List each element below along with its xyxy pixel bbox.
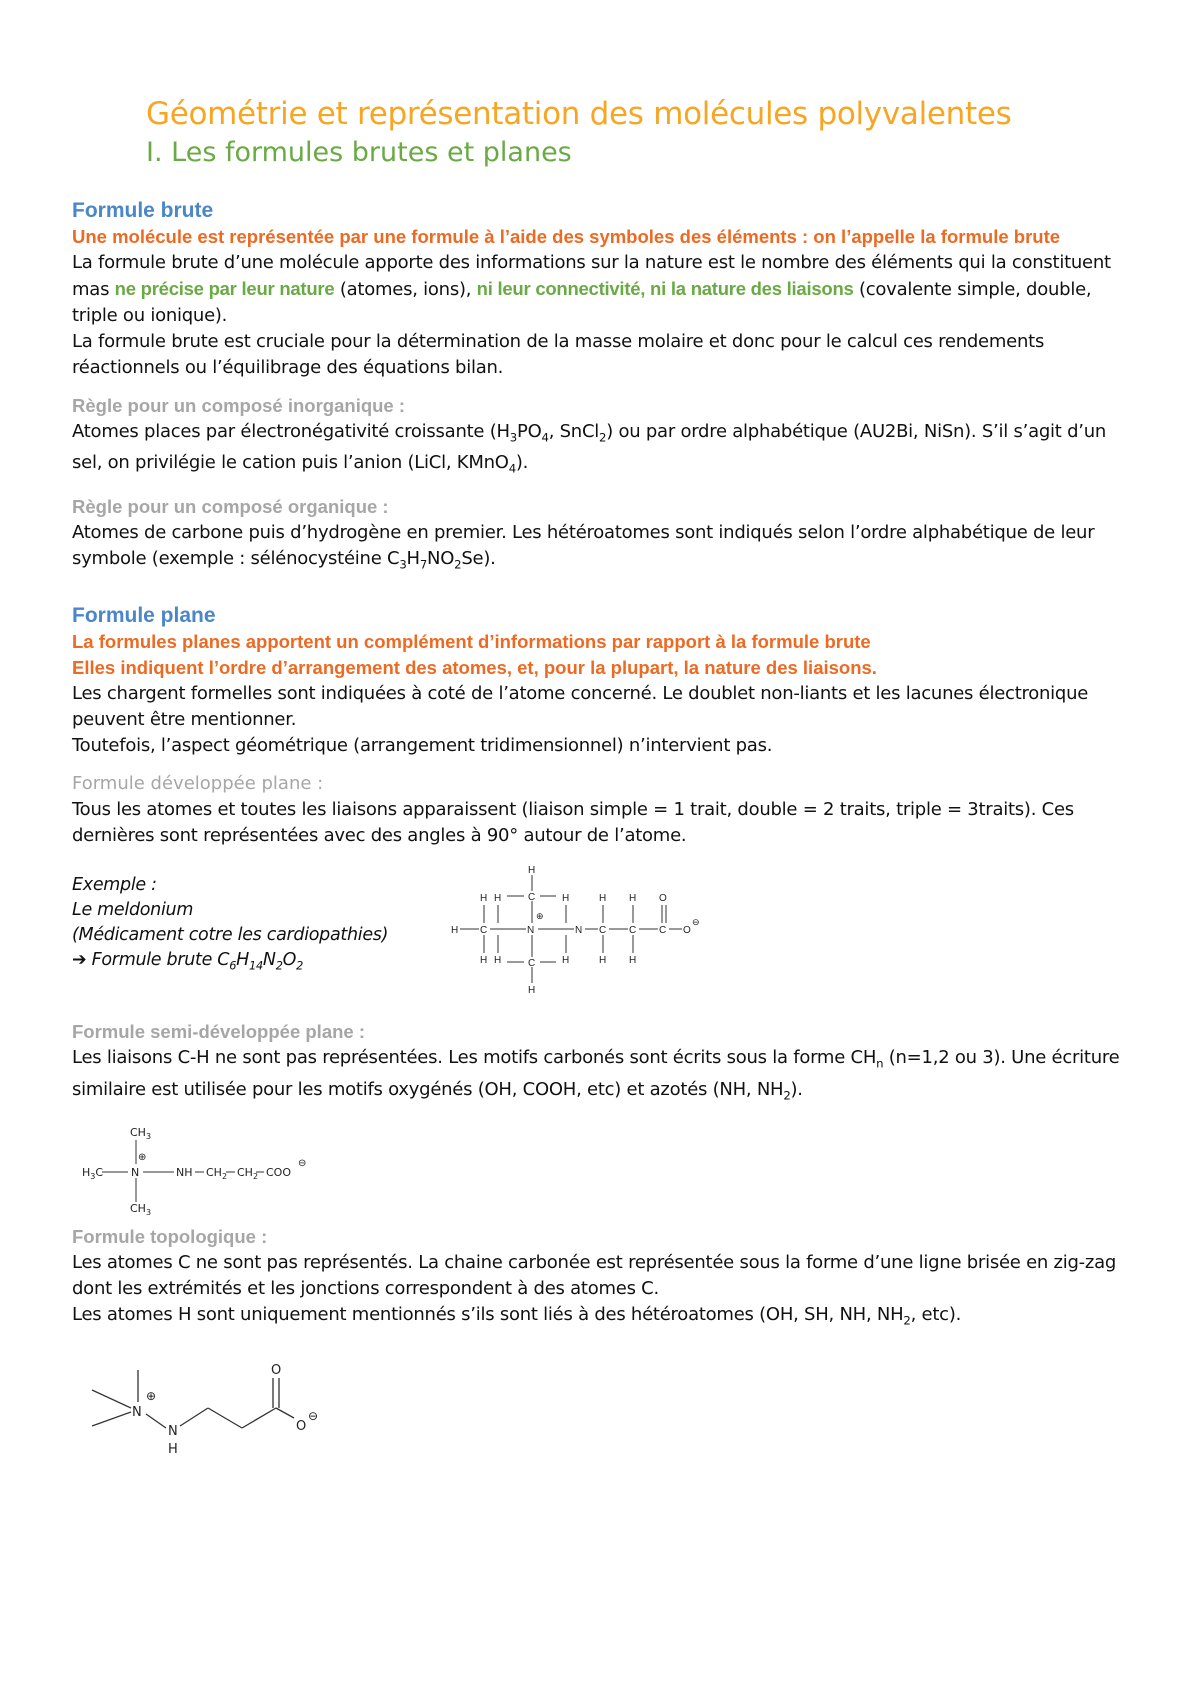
text: C — [95, 1166, 104, 1180]
atom-h: H — [629, 955, 637, 967]
atom-c: C — [480, 925, 488, 937]
group-coo: COO — [266, 1166, 291, 1180]
atom-n: N — [527, 925, 535, 937]
text: H — [82, 1166, 91, 1180]
page-title: Géométrie et représentation des molécules polyvalentes — [146, 96, 1012, 132]
example-caption — [72, 873, 388, 979]
group-ch3 — [130, 1202, 151, 1217]
atom-h: H — [494, 893, 502, 905]
atom-h: H — [528, 985, 536, 997]
meldonium-semi-developed-structure — [80, 1122, 330, 1218]
text: ). — [515, 452, 529, 474]
atom-h: H — [451, 925, 459, 937]
lead-plane-1: La formules planes apportent un complément d’informations par rapport à la formule brute — [72, 631, 871, 653]
highlight-nature: ne précise par leur nature — [114, 277, 335, 299]
charge-minus: ⊖ — [308, 1409, 319, 1424]
atom-o: O — [271, 1363, 282, 1379]
atom-o: O — [659, 893, 667, 905]
paragraph-inorganique — [72, 419, 1132, 482]
charge-plus: ⊕ — [536, 911, 544, 922]
document-page — [72, 95, 1132, 1468]
lead-plane-2: Elles indiquent l’ordre d’arrangement des atomes, et, pour la plupart, la nature des liaisons. — [72, 657, 877, 679]
text: (covalente simple, double, triple ou ionique). — [72, 278, 1092, 326]
atom-h: H — [562, 893, 570, 905]
paragraph-semi-developpee — [72, 1045, 1132, 1108]
paragraph-plane-1: Les chargent formelles sont indiquées à coté de l’atome concerné. Le doublet non-liants et les lacunes électronique peuvent être mentionner. — [72, 683, 1089, 731]
atom-n: N — [575, 925, 583, 937]
atom-h: H — [599, 955, 607, 967]
subscript: 14 — [249, 958, 263, 973]
text: , SnCl — [548, 420, 600, 442]
text: N — [262, 950, 276, 971]
atom-c: C — [528, 958, 536, 970]
section-title — [146, 136, 1132, 170]
subscript: 3 — [90, 1172, 96, 1182]
atom-o: O — [296, 1419, 307, 1435]
text: CH — [206, 1166, 222, 1180]
group-ch3 — [130, 1126, 151, 1141]
meldonium-topological-structure — [86, 1358, 346, 1468]
subscript: 4 — [541, 430, 549, 445]
subscript: 2 — [275, 958, 283, 973]
group-ch3 — [82, 1166, 103, 1181]
atom-n: N — [131, 1166, 140, 1180]
text: CH — [237, 1166, 253, 1180]
text: (atomes, ions), — [334, 278, 477, 300]
paragraph-plane-2: Toutefois, l’aspect géométrique (arrangement tridimensionnel) n’intervient pas. — [72, 735, 773, 757]
atom-c: C — [629, 925, 637, 937]
atom-h: H — [599, 893, 607, 905]
text: , etc). — [910, 1304, 962, 1326]
example-name: Le meldonium — [72, 900, 194, 921]
atom-c: C — [599, 925, 607, 937]
text: Atomes places par électronégativité croissante (H — [72, 420, 510, 442]
subscript: 7 — [419, 557, 427, 572]
text: Atomes de carbone puis d’hydrogène en premier. Les hétéroatomes sont indiqués selon l’ordre alphabétique de leur symbole (exemple : sélénocystéine C — [72, 521, 1095, 569]
group-nh: NH — [176, 1166, 193, 1180]
atom-h: H — [480, 955, 488, 967]
text: H — [406, 547, 420, 569]
subscript: 2 — [252, 1172, 259, 1182]
heading-topologique: Formule topologique : — [72, 1226, 268, 1248]
text: ➔ Formule brute C — [72, 950, 230, 971]
paragraph-brute-2: La formule brute est cruciale pour la détermination de la masse molaire et donc pour le calcul ces rendements réactionnels ou l’équilibrage des équations bilan. — [72, 330, 1045, 378]
example-label: Exemple : — [72, 875, 157, 896]
section-label: Les formules brutes et planes — [171, 136, 572, 168]
charge-minus: ⊖ — [692, 917, 700, 928]
text: ). — [790, 1078, 803, 1100]
subscript: 3 — [509, 430, 517, 445]
example-meldonium — [72, 865, 1132, 1011]
heading-developpee: Formule développée plane : — [72, 773, 324, 795]
heading-semi-developpee: Formule semi-développée plane : — [72, 1021, 365, 1043]
atom-o: O — [683, 925, 691, 937]
subscript: 3 — [145, 1132, 152, 1142]
meldonium-developed-structure — [446, 861, 786, 1011]
example-description: (Médicament cotre les cardiopathies) — [72, 925, 389, 946]
text: CH — [130, 1202, 146, 1216]
text: Les atomes H sont uniquement mentionnés s’ils sont liés à des hétéroatomes (OH, SH, NH, NH — [72, 1304, 904, 1326]
subscript: 2 — [599, 430, 607, 445]
text: Les liaisons C-H ne sont pas représentées. Les motifs carbonés sont écrits sous la forme CH — [72, 1047, 877, 1069]
heading-formule-brute: Formule brute — [72, 198, 214, 222]
subscript: 2 — [783, 1088, 791, 1103]
subscript: 2 — [221, 1172, 228, 1182]
subscript: n — [876, 1056, 884, 1071]
subscript: 3 — [145, 1208, 152, 1218]
atom-c: C — [659, 925, 667, 937]
subscript: 2 — [903, 1314, 911, 1329]
atom-h: H — [494, 955, 502, 967]
charge-plus: ⊕ — [138, 1152, 147, 1164]
charge-minus: ⊖ — [298, 1158, 307, 1170]
atom-n: N — [168, 1424, 178, 1440]
heading-organique: Règle pour un composé organique : — [72, 495, 389, 517]
text: Se). — [461, 547, 496, 569]
heading-formule-plane: Formule plane — [72, 604, 216, 628]
charge-plus: ⊕ — [146, 1389, 157, 1404]
text: H — [236, 950, 250, 971]
text: ) ou par ordre alphabétique (AU2Bi, NiSn). S’il s’agit d’un sel, on privilégie le cation puis l’anion (LiCl, KMnO — [72, 420, 1107, 474]
text: PO — [516, 420, 542, 442]
atom-h: H — [528, 865, 536, 877]
paragraph-topologique-1: Les atomes C ne sont pas représentés. La chaine carbonée est représentée sous la forme d’une ligne brisée en zig-zag dont les extrémités et les jonctions correspondent à des atomes C. — [72, 1252, 1117, 1300]
atom-n: N — [132, 1405, 142, 1421]
text: La formule brute d’une molécule apporte des informations sur la nature est le nombre des éléments qui la constituent mas — [72, 251, 1111, 300]
subscript: 3 — [399, 557, 407, 572]
text: (n=1,2 ou 3). Une écriture similaire est utilisée pour les motifs oxygénés (OH, COOH, etc) et azotés (NH, NH — [72, 1047, 1120, 1100]
text: NO — [427, 547, 455, 569]
paragraph-organique — [72, 520, 1132, 578]
subscript: 4 — [508, 461, 516, 476]
atom-c: C — [528, 892, 536, 904]
heading-inorganique: Règle pour un composé inorganique : — [72, 394, 406, 416]
group-ch2 — [206, 1166, 227, 1181]
paragraph-developpee: Tous les atomes et toutes les liaisons apparaissent (liaison simple = 1 trait, double = 2 traits, triple = 3traits). Ces dernières sont représentées avec des angles à 90° autour de l’atome. — [72, 799, 1074, 847]
text: O — [282, 950, 297, 971]
text: CH — [130, 1126, 146, 1140]
atom-h: H — [480, 893, 488, 905]
atom-h: H — [168, 1442, 178, 1458]
subscript: 2 — [296, 958, 304, 973]
atom-h: H — [629, 893, 637, 905]
section-number: I. — [146, 136, 163, 168]
atom-h: H — [562, 955, 570, 967]
subscript: 6 — [229, 958, 237, 973]
subscript: 2 — [454, 557, 462, 572]
paragraph-topologique-2 — [72, 1302, 1132, 1334]
group-ch2 — [237, 1166, 258, 1181]
example-formula — [72, 948, 388, 979]
lead-formule-brute: Une molécule est représentée par une formule à l’aide des symboles des éléments : on l’appelle la formule brute — [72, 225, 1061, 247]
highlight-connectivite: ni leur connectivité, ni la nature des liaisons — [476, 277, 854, 299]
paragraph-brute-1 — [72, 250, 1132, 329]
